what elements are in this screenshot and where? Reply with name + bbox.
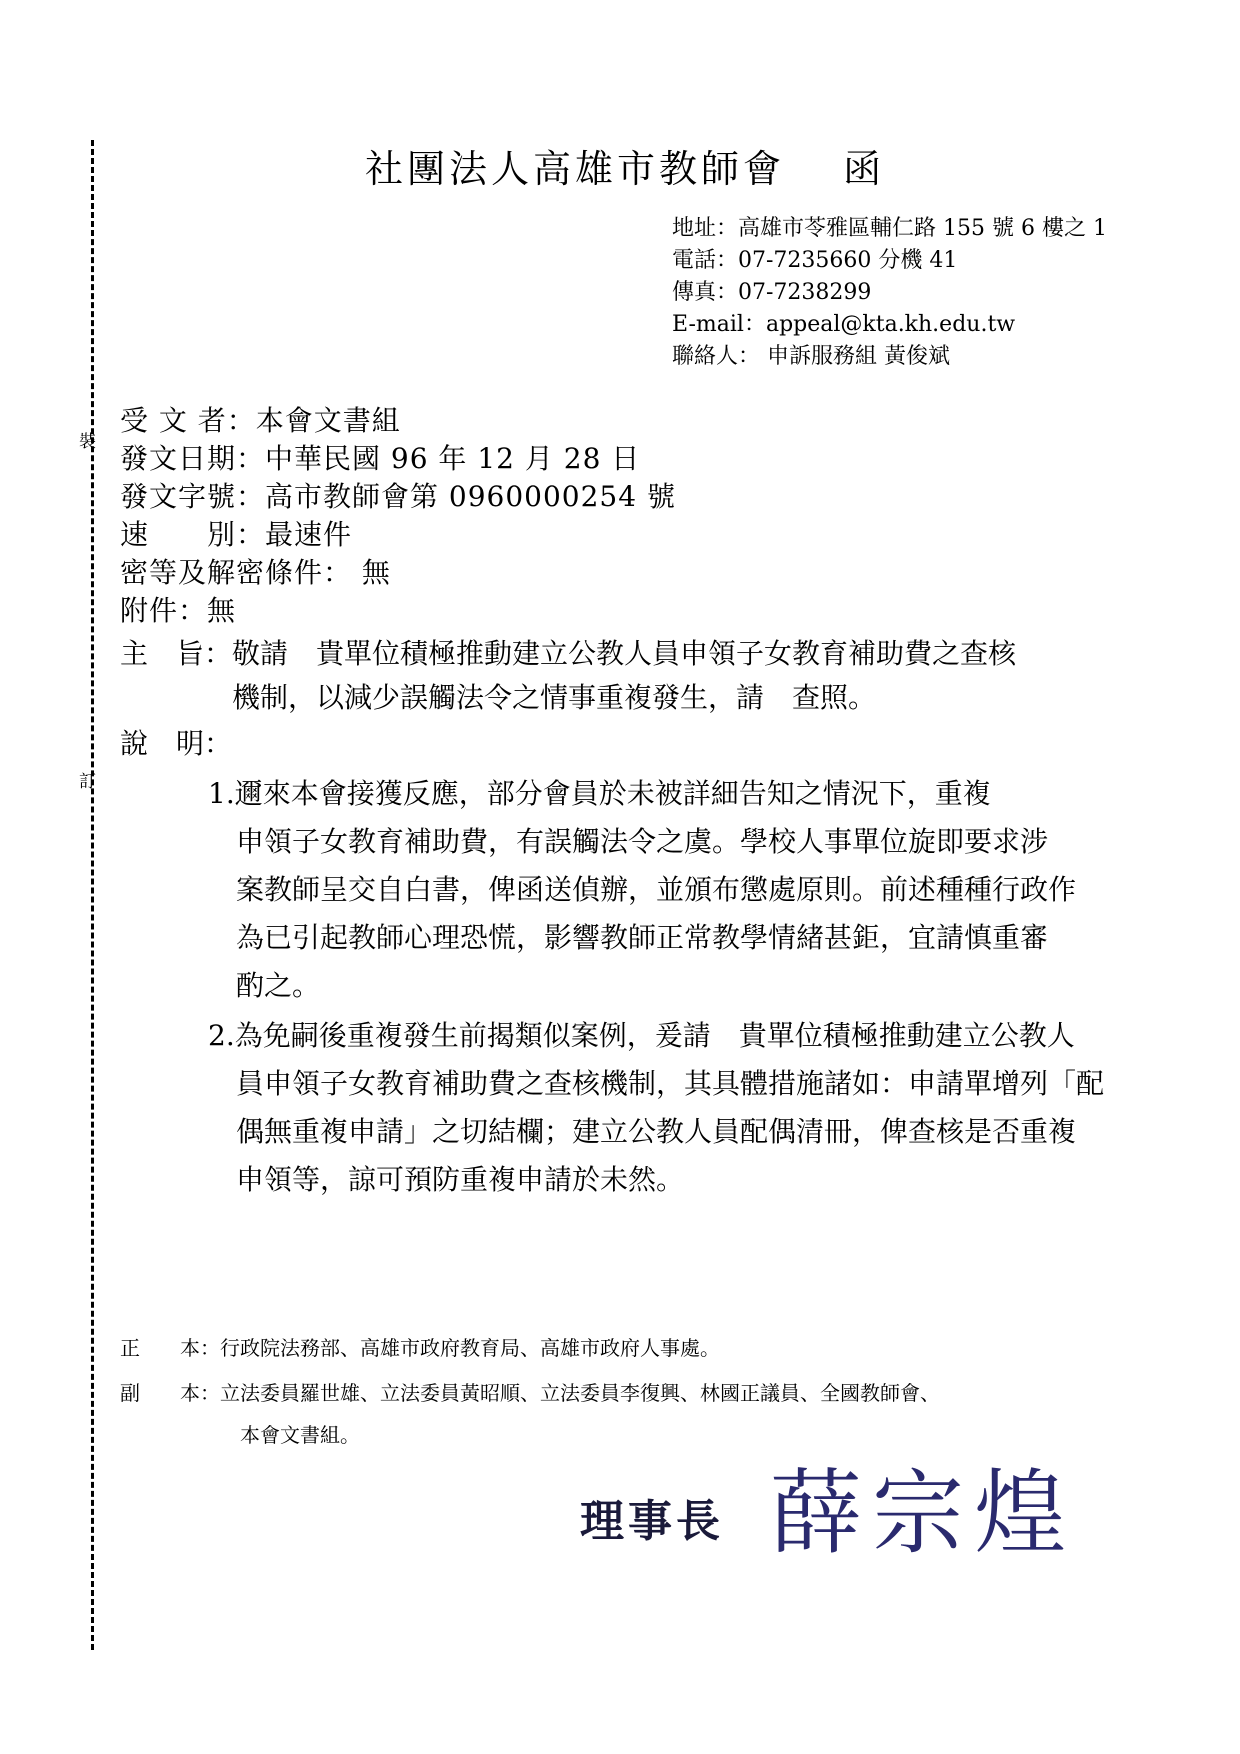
binding-char-top: 裝	[79, 432, 96, 452]
subject-line-1: 主 旨：敬請 貴單位積極推動建立公教人員申領子女教育補助費之查核	[120, 637, 1017, 670]
para1-line-3: 案教師呈交自白書，俾函送偵辦，並頒布懲處原則。前述種種行政作	[236, 873, 1077, 906]
binding-char-bottom: 訂	[79, 772, 96, 792]
document-title: 社團法人高雄市教師會 函	[365, 147, 886, 191]
contact-fax: 傳真：07-7238299	[672, 280, 872, 305]
para1-line-5: 酌之。	[236, 969, 321, 1002]
contact-person: 聯絡人： 申訴服務組 黃俊斌	[672, 344, 950, 369]
para2-line-3: 偶無重複申請」之切結欄；建立公教人員配偶清冊，俾查核是否重複	[236, 1115, 1077, 1148]
para1-line-4: 為已引起教師心理恐慌，影響教師正常教學情緒甚鉅，宜請慎重審	[236, 921, 1049, 954]
para2-line-1: 2.為免嗣後重複發生前揭類似案例，爰請 貴單位積極推動建立公教人	[208, 1019, 1075, 1052]
issue-date: 發文日期：中華民國 96 年 12 月 28 日	[120, 442, 641, 475]
secrecy-level: 密等及解密條件： 無	[120, 556, 391, 589]
subject-line-2: 機制，以減少誤觸法令之情事重複發生，請 查照。	[232, 681, 877, 714]
document-number: 發文字號：高市教師會第 0960000254 號	[120, 480, 676, 513]
para1-line-2: 申領子女教育補助費，有誤觸法令之虞。學校人事單位旋即要求涉	[236, 825, 1049, 858]
contact-address: 地址：高雄市苓雅區輔仁路 155 號 6 樓之 1	[672, 216, 1107, 241]
para2-line-2: 員申領子女教育補助費之查核機制，其具體措施諸如：申請單增列「配	[236, 1067, 1105, 1100]
signature-title: 理事長	[580, 1496, 724, 1547]
para2-line-4: 申領等，諒可預防重複申請於未然。	[236, 1163, 685, 1196]
contact-phone: 電話：07-7235660 分機 41	[672, 248, 958, 273]
signature-name: 薛宗煌	[770, 1460, 1077, 1567]
distribution-main: 正 本：行政院法務部、高雄市政府教育局、高雄市政府人事處。	[120, 1336, 720, 1360]
binding-line	[91, 140, 94, 1650]
speed-level: 速 別：最速件	[120, 518, 353, 551]
para1-line-1: 1.邇來本會接獲反應，部分會員於未被詳細告知之情況下，重複	[208, 777, 991, 810]
distribution-copy-1: 副 本：立法委員羅世雄、立法委員黃昭順、立法委員李復興、林國正議員、全國教師會、	[120, 1381, 940, 1405]
explanation-label: 說 明：	[120, 727, 233, 760]
contact-email: E-mail：appeal@kta.kh.edu.tw	[672, 312, 1016, 337]
attachment: 附件：無	[120, 594, 237, 627]
distribution-copy-2: 本會文書組。	[240, 1423, 360, 1447]
recipient: 受 文 者：本會文書組	[120, 404, 401, 437]
